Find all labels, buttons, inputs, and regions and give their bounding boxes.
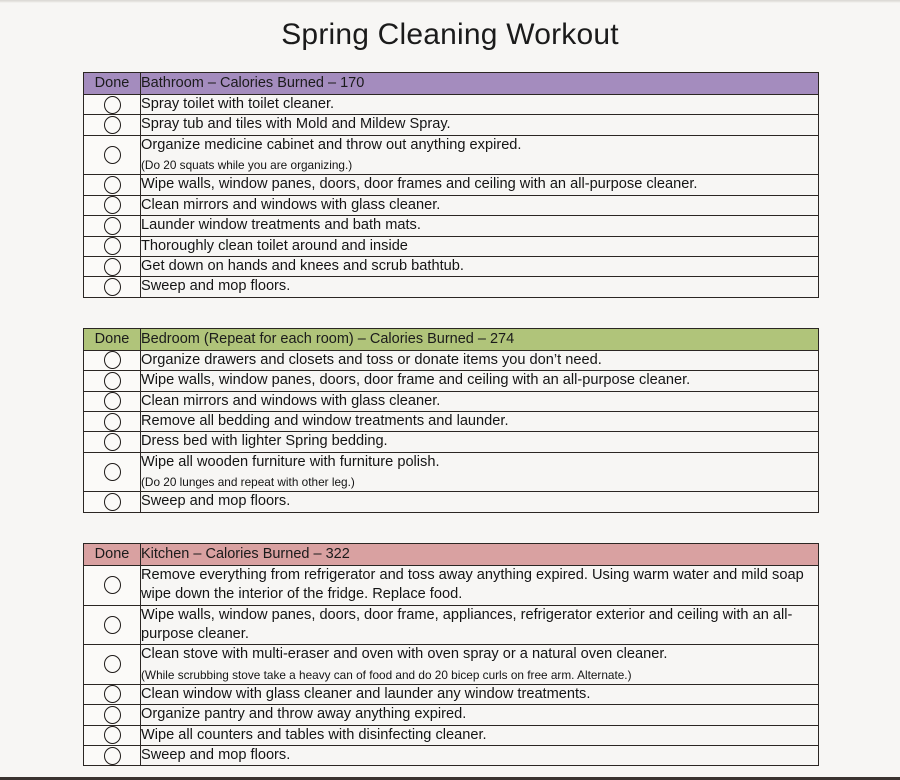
checkbox-circle-icon[interactable]: [104, 493, 121, 511]
table-row: [84, 371, 819, 391]
task-cell: [141, 705, 819, 725]
section-spacer: [83, 513, 900, 543]
task-cell: [141, 95, 819, 115]
task-cell: [141, 371, 819, 391]
checklist-table-bedroom: [83, 328, 819, 513]
table-row: [84, 565, 819, 605]
task-text: Dress bed with lighter Spring bedding.: [141, 433, 388, 450]
task-cell: [141, 216, 819, 236]
table-row: [84, 277, 819, 297]
table-row: [84, 216, 819, 236]
table-row: [84, 684, 819, 704]
checkbox-circle-icon[interactable]: [104, 706, 121, 724]
task-text: Clean window with glass cleaner and launder any window treatments.: [141, 685, 591, 702]
task-text: Launder window treatments and bath mats.: [141, 217, 421, 234]
table-row: [84, 452, 819, 492]
done-cell[interactable]: [84, 746, 141, 766]
table-row: [84, 135, 819, 175]
done-cell[interactable]: [84, 391, 141, 411]
checkbox-circle-icon[interactable]: [104, 726, 121, 744]
task-text: Clean mirrors and windows with glass cleaner.: [141, 392, 441, 409]
done-cell[interactable]: [84, 195, 141, 215]
task-cell: [141, 236, 819, 256]
checkbox-circle-icon[interactable]: [104, 685, 121, 703]
done-cell[interactable]: [84, 725, 141, 745]
done-cell[interactable]: [84, 565, 141, 605]
page-top-divider: [0, 0, 900, 3]
task-exercise-note: (Do 20 lunges and repeat with other leg.): [141, 475, 355, 490]
task-text: Remove all bedding and window treatments and launder.: [141, 412, 509, 429]
task-text: Clean mirrors and windows with glass cleaner.: [141, 196, 441, 213]
task-cell: [141, 391, 819, 411]
task-cell: [141, 277, 819, 297]
checkbox-circle-icon[interactable]: [104, 217, 121, 235]
checklist-section-kitchen: [83, 543, 900, 767]
task-cell: [141, 115, 819, 135]
done-cell[interactable]: [84, 605, 141, 645]
checkbox-circle-icon[interactable]: [104, 278, 121, 296]
done-cell[interactable]: [84, 645, 141, 685]
checkbox-circle-icon[interactable]: [104, 196, 121, 214]
checklist-table-kitchen: [83, 543, 819, 767]
table-row: [84, 256, 819, 276]
table-row: [84, 175, 819, 195]
table-row: [84, 195, 819, 215]
table-row: [84, 236, 819, 256]
done-cell[interactable]: [84, 411, 141, 431]
table-row: [84, 350, 819, 370]
done-cell[interactable]: [84, 350, 141, 370]
done-cell[interactable]: [84, 432, 141, 452]
table-header-row: [84, 543, 819, 565]
checklist-section-bedroom: [83, 328, 900, 543]
checklist-table-bathroom: [83, 72, 819, 298]
table-header-row: [84, 73, 819, 95]
done-cell[interactable]: [84, 95, 141, 115]
task-cell: [141, 432, 819, 452]
task-text: Get down on hands and knees and scrub bathtub.: [141, 257, 464, 274]
checkbox-circle-icon[interactable]: [104, 351, 121, 369]
task-text: Remove everything from refrigerator and toss away anything expired. Using warm water and mild soap wipe down the interior of the fridge. Replace food.: [141, 566, 804, 603]
checkbox-circle-icon[interactable]: [104, 463, 121, 481]
done-cell[interactable]: [84, 135, 141, 175]
task-text: Wipe all wooden furniture with furniture polish.: [141, 453, 440, 470]
table-row: [84, 705, 819, 725]
header-title-kitchen: Kitchen – Calories Burned – 322: [141, 543, 819, 565]
checkbox-circle-icon[interactable]: [104, 747, 121, 765]
table-row: [84, 391, 819, 411]
done-cell[interactable]: [84, 705, 141, 725]
table-row: [84, 115, 819, 135]
checkbox-circle-icon[interactable]: [104, 146, 121, 164]
checklist-tables-container: [0, 72, 900, 766]
task-text: Sweep and mop floors.: [141, 278, 291, 295]
task-cell: [141, 725, 819, 745]
table-row: [84, 725, 819, 745]
section-spacer: [83, 298, 900, 328]
done-cell[interactable]: [84, 175, 141, 195]
task-text: Wipe walls, window panes, doors, door frame and ceiling with an all-purpose cleaner.: [141, 372, 691, 389]
checkbox-circle-icon[interactable]: [104, 655, 121, 673]
header-done-bedroom: Done: [84, 328, 141, 350]
task-cell: [141, 256, 819, 276]
task-cell: [141, 452, 819, 492]
task-exercise-note: (While scrubbing stove take a heavy can of food and do 20 bicep curls on free arm. Alternate.): [141, 667, 632, 682]
checkbox-circle-icon[interactable]: [104, 576, 121, 594]
task-text: Wipe all counters and tables with disinfecting cleaner.: [141, 726, 487, 743]
done-cell[interactable]: [84, 492, 141, 512]
checklist-section-bathroom: [83, 72, 900, 328]
done-cell[interactable]: [84, 371, 141, 391]
task-cell: [141, 195, 819, 215]
task-cell: [141, 565, 819, 605]
table-row: [84, 492, 819, 512]
task-text: Sweep and mop floors.: [141, 493, 291, 510]
task-text: Spray tub and tiles with Mold and Mildew Spray.: [141, 116, 451, 133]
checkbox-circle-icon[interactable]: [104, 258, 121, 276]
task-cell: [141, 175, 819, 195]
done-cell[interactable]: [84, 236, 141, 256]
task-text: Organize drawers and closets and toss or donate items you don’t need.: [141, 351, 602, 368]
task-text: Wipe walls, window panes, doors, door frame, appliances, refrigerator exterior and ceiling with an all-purpose cleaner.: [141, 606, 793, 642]
checkbox-circle-icon[interactable]: [104, 237, 121, 255]
checkbox-circle-icon[interactable]: [104, 433, 121, 451]
table-row: [84, 432, 819, 452]
task-text: Thoroughly clean toilet around and inside: [141, 237, 408, 254]
task-cell: [141, 645, 819, 685]
task-cell: [141, 492, 819, 512]
task-text: Spray toilet with toilet cleaner.: [141, 96, 335, 112]
task-text: Clean stove with multi-eraser and oven with oven spray or a natural oven cleaner.: [141, 646, 668, 663]
done-cell[interactable]: [84, 684, 141, 704]
checkbox-circle-icon[interactable]: [104, 392, 121, 410]
header-done-bathroom: Done: [84, 73, 141, 95]
done-cell[interactable]: [84, 216, 141, 236]
title-spacer: [0, 52, 900, 72]
header-title-bathroom: Bathroom – Calories Burned – 170: [141, 73, 819, 95]
task-text: Organize medicine cabinet and throw out anything expired.: [141, 136, 522, 153]
task-cell: [141, 135, 819, 175]
task-text: Sweep and mop floors.: [141, 747, 291, 764]
checkbox-circle-icon[interactable]: [104, 96, 121, 114]
task-cell: [141, 684, 819, 704]
task-text: Organize pantry and throw away anything expired.: [141, 706, 467, 723]
checkbox-circle-icon[interactable]: [104, 372, 121, 390]
done-cell[interactable]: [84, 115, 141, 135]
task-cell: [141, 411, 819, 431]
checkbox-circle-icon[interactable]: [104, 616, 121, 634]
page-title: Spring Cleaning Workout: [281, 18, 619, 51]
header-title-bedroom: Bedroom (Repeat for each room) – Calories Burned – 274: [141, 328, 819, 350]
checkbox-circle-icon[interactable]: [104, 176, 121, 194]
done-cell[interactable]: [84, 256, 141, 276]
table-header-row: [84, 328, 819, 350]
header-done-kitchen: Done: [84, 543, 141, 565]
table-row: [84, 605, 819, 645]
table-row: [84, 411, 819, 431]
task-cell: [141, 350, 819, 370]
checkbox-circle-icon[interactable]: [104, 116, 121, 134]
table-row: [84, 95, 819, 115]
done-cell[interactable]: [84, 452, 141, 492]
task-exercise-note: (Do 20 squats while you are organizing.): [141, 158, 353, 173]
task-text: Wipe walls, window panes, doors, door frames and ceiling with an all-purpose cleaner.: [141, 176, 698, 193]
table-row: [84, 645, 819, 685]
checkbox-circle-icon[interactable]: [104, 413, 121, 431]
done-cell[interactable]: [84, 277, 141, 297]
table-row: [84, 746, 819, 766]
task-cell: [141, 746, 819, 766]
task-cell: [141, 605, 819, 645]
